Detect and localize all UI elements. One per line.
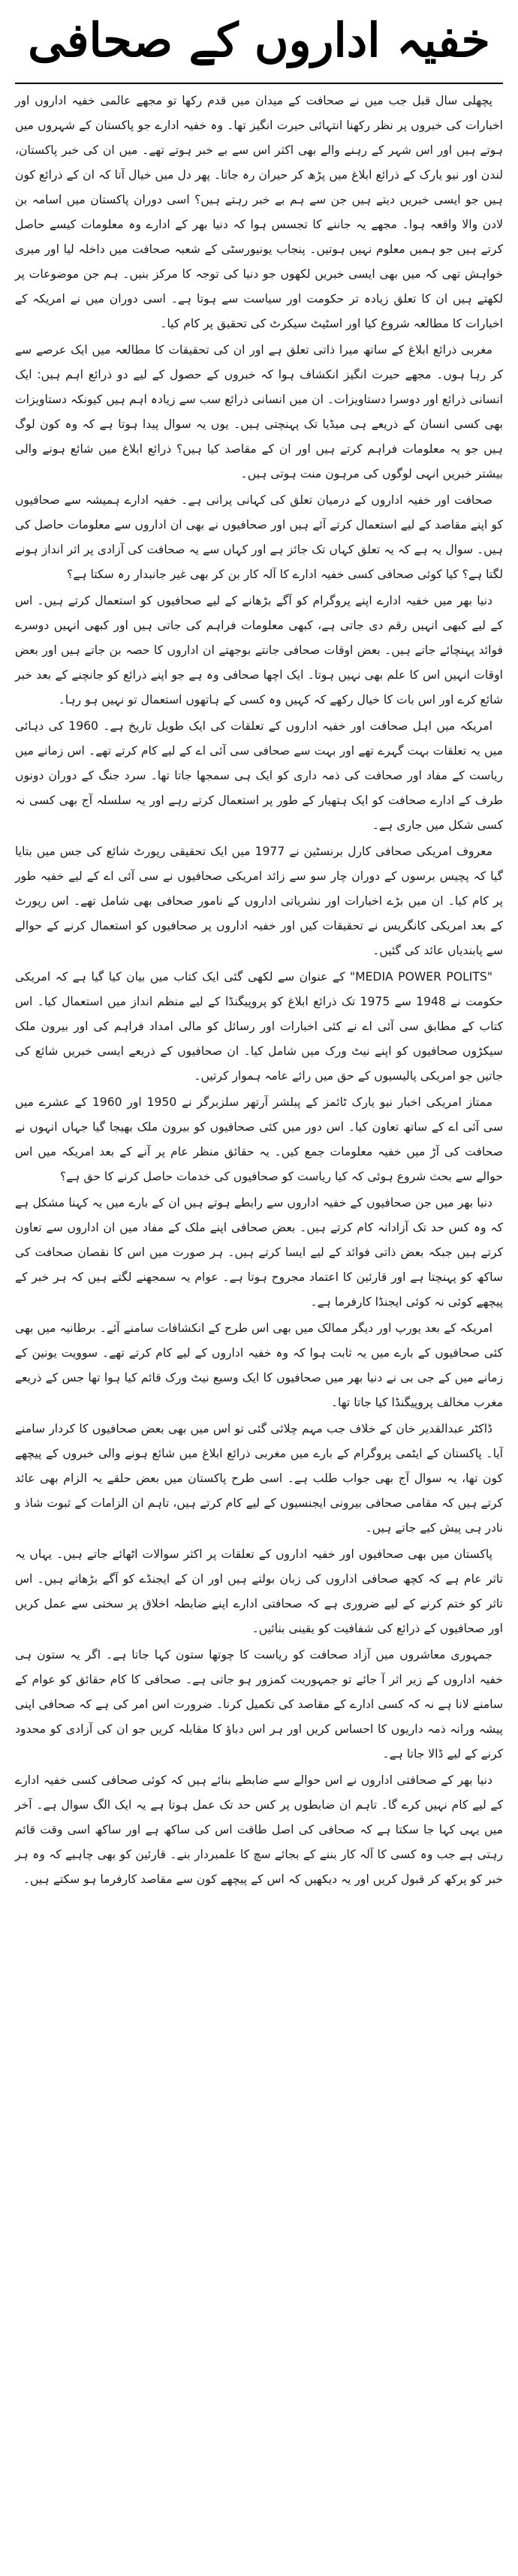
- article-paragraph: دنیا بھر میں جن صحافیوں کے خفیہ اداروں سے رابطے ہوتے ہیں ان کے بارے میں یہ کہنا مشکل ہے کہ وہ کس حد تک آزادانہ کام کرتے ہیں۔ بعض صحافی اپنے ملک کے مفاد میں ان اداروں سے تعاون کرتے ہیں جبکہ بعض ذاتی فوائد کے لیے ایسا کرتے ہیں۔ ہر صورت میں اس کا نقصان صحافت کی ساکھ کو پہنچتا ہے اور قارئین کا اعتماد مجروح ہوتا ہے۔ عوام یہ سمجھنے لگتے ہیں کہ ہر خبر کے پیچھے کوئی نہ کوئی ایجنڈا کارفرما ہے۔: [15, 1196, 503, 1309]
- article-paragraph: پچھلی سال قبل جب میں نے صحافت کے میدان میں قدم رکھا تو مجھے عالمی خفیہ اداروں اور اخبارات کی خبروں پر نظر رکھنا انتہائی حیرت انگیز تھا۔ وہ خفیہ ادارے جو پاکستان کے شہروں میں ہوتے ہیں اور اس شہر کے رہنے والے بھی اکثر اس سے بے خبر ہوتے تھے۔ میں ان کی خبر پاکستان، لندن اور نیو یارک کے ذرائع ابلاغ میں پڑھ کر حیران رہ جاتا۔ پھر دل میں خیال آتا کہ ان کے ذرائع کون ہیں جو ایسی خبریں دیتے ہیں جن سے ہم بے خبر رہتے ہیں؟ اسی دوران پاکستان میں اسامہ بن لادن والا واقعہ ہوا۔ مجھے یہ جاننے کا تجسس ہوا کہ دنیا بھر کے ادارے وہ معلومات کیسے حاصل کرتے ہیں جو ہمیں معلوم نہیں ہوتیں۔ پنجاب یونیورسٹی کے شعبہ صحافت میں داخلہ لیا اور میری خواہش تھی کہ میں بھی ایسی خبریں لکھوں جو دنیا کی توجہ کا مرکز بنیں۔ ہم جن موضوعات پر لکھتے ہیں ان کا تعلق زیادہ تر حکومت اور سیاست سے ہوتا ہے۔ اسی دوران میں نے امریکہ کے اخبارات کا مطالعہ شروع کیا اور اسٹیٹ سیکرٹ کی تحقیق پر کام کیا۔: [15, 94, 503, 330]
- article-paragraph: پاکستان میں بھی صحافیوں اور خفیہ اداروں کے تعلقات پر اکثر سوالات اٹھائے جاتے ہیں۔ یہاں یہ تاثر عام ہے کہ کچھ صحافی اداروں کی زبان بولتے ہیں اور ان کے ایجنڈے کو آگے بڑھاتے ہیں۔ اس تاثر کو ختم کرنے کے لیے ضروری ہے کہ صحافتی ادارے اپنے ضابطہ اخلاق پر سختی سے عمل کریں اور صحافیوں کے ذرائع کی شفافیت کو یقینی بنائیں۔: [15, 1547, 503, 1635]
- article-paragraph: ڈاکٹر عبدالقدیر خان کے خلاف جب مہم چلائی گئی تو اس میں بھی بعض صحافیوں کا کردار سامنے آیا۔ پاکستان کے ایٹمی پروگرام کے بارے میں مغربی ذرائع ابلاغ میں شائع ہونے والی خبروں کے پیچھے کون تھا، یہ سوال آج بھی جواب طلب ہے۔ اسی طرح پاکستان میں بعض حلقے یہ الزام بھی عائد کرتے ہیں کہ مقامی صحافی بیرونی ایجنسیوں کے لیے کام کرتے ہیں، تاہم ان الزامات کے ثبوت شاذ و نادر ہی پیش کیے جاتے ہیں۔: [15, 1422, 503, 1535]
- article-paragraph: امریکہ میں اہل صحافت اور خفیہ اداروں کے تعلقات کی ایک طویل تاریخ ہے۔ 1960 کی دہائی میں یہ تعلقات بہت گہرے تھے اور بہت سے صحافی سی آئی اے کے لیے کام کرتے تھے۔ اس زمانے میں ریاست کے مفاد اور صحافت کی ذمہ داری کو ایک ہی سمجھا جاتا تھا۔ سرد جنگ کے دوران دونوں طرف کے ادارے صحافت کو ایک ہتھیار کے طور پر استعمال کرتے رہے اور یہ سلسلہ آج بھی کسی نہ کسی شکل میں جاری ہے۔: [15, 719, 503, 832]
- article-paragraph: مغربی ذرائع ابلاغ کے ساتھ میرا ذاتی تعلق ہے اور ان کی تحقیقات کا مطالعہ میں ایک عرصے سے کر رہا ہوں۔ مجھے حیرت انگیز انکشاف ہوا کہ خبروں کے حصول کے لیے دو ذرائع اہم ہیں: ایک انسانی ذرائع اور دوسرا دستاویزات۔ ان میں انسانی ذرائع سب سے زیادہ اہم ہیں کیونکہ دستاویزات بھی کسی انسان کے ذریعے ہی میڈیا تک پہنچتی ہیں۔ یوں یہ سوال پیدا ہوتا ہے کہ وہ کون لوگ ہیں جو یہ معلومات فراہم کرتے ہیں اور ان کے مقاصد کیا ہیں؟ ذرائع ابلاغ میں شائع ہونے والی بیشتر خبریں انہی لوگوں کی مرہون منت ہوتی ہیں۔: [15, 343, 503, 481]
- headline-rule: [15, 83, 503, 84]
- article-paragraph: صحافت اور خفیہ اداروں کے درمیان تعلق کی کہانی پرانی ہے۔ خفیہ ادارے ہمیشہ سے صحافیوں کو اپنے مقاصد کے لیے استعمال کرتے آئے ہیں اور صحافیوں نے بھی ان اداروں سے معلومات حاصل کی ہیں۔ سوال یہ ہے کہ یہ تعلق کہاں تک جائز ہے اور کہاں سے یہ صحافت کی آزادی پر اثر انداز ہونے لگتا ہے؟ کیا کوئی صحافی کسی خفیہ ادارے کا آلہ کار بن کر بھی غیر جانبدار رہ سکتا ہے؟: [15, 493, 503, 581]
- article-paragraph: معروف امریکی صحافی کارل برنسٹین نے 1977 میں ایک تحقیقی رپورٹ شائع کی جس میں بتایا گیا کہ پچیس برسوں کے دوران چار سو سے زائد امریکی صحافیوں نے سی آئی اے کے لیے خفیہ طور پر کام کیا۔ ان میں بڑے اخبارات اور نشریاتی اداروں کے نامور صحافی بھی شامل تھے۔ اس رپورٹ کے بعد امریکی کانگریس نے تحقیقات کیں اور خفیہ اداروں پر صحافیوں کو استعمال کرنے کے حوالے سے پابندیاں عائد کی گئیں۔: [15, 845, 503, 957]
- article-paragraph: جمہوری معاشروں میں آزاد صحافت کو ریاست کا چوتھا ستون کہا جاتا ہے۔ اگر یہ ستون ہی خفیہ اداروں کے زیر اثر آ جائے تو جمہوریت کمزور ہو جاتی ہے۔ صحافی کا کام حقائق کو عوام کے سامنے لانا ہے نہ کہ کسی ادارے کے مقاصد کی تکمیل کرنا۔ ضرورت اس امر کی ہے کہ صحافی اپنی پیشہ ورانہ ذمہ داریوں کا احساس کریں اور ہر اس دباؤ کا مقابلہ کریں جو ان کی آزادی کو محدود کرنے کے لیے ڈالا جاتا ہے۔: [15, 1648, 503, 1761]
- article: [15, 0, 503, 1894]
- article-headline: خفیہ اداروں کے صحافی: [28, 13, 490, 68]
- article-paragraph: دنیا بھر میں خفیہ ادارے اپنے پروگرام کو آگے بڑھانے کے لیے صحافیوں کو استعمال کرتے ہیں۔ اس کے لیے کبھی انہیں رقم دی جاتی ہے، کبھی معلومات فراہم کی جاتی ہیں اور کبھی انہیں دوسرے فوائد پہنچائے جاتے ہیں۔ بعض اوقات صحافی جانتے بوجھتے ان اداروں کا حصہ بن جاتے ہیں اور بعض اوقات انہیں اس کا علم بھی نہیں ہوتا۔ ایک اچھا صحافی وہ ہے جو اپنے ذرائع کو جانچنے کے بعد خبر شائع کرے اور اس بات کا خیال رکھے کہ کہیں وہ کسی کے ہاتھوں استعمال تو نہیں ہو رہا۔: [15, 594, 503, 707]
- article-body: [15, 89, 503, 1892]
- article-paragraph: امریکہ کے بعد یورپ اور دیگر ممالک میں بھی اس طرح کے انکشافات سامنے آئے۔ برطانیہ میں بھی کئی صحافیوں کے بارے میں یہ ثابت ہوا کہ وہ خفیہ اداروں کے لیے کام کرتے تھے۔ سوویت یونین کے زمانے میں کے جی بی نے دنیا بھر میں صحافیوں کا ایک وسیع نیٹ ورک قائم کیا ہوا تھا جس کے ذریعے مغرب مخالف پروپیگنڈا کیا جاتا تھا۔: [15, 1321, 503, 1409]
- article-paragraph: دنیا بھر کے صحافتی اداروں نے اس حوالے سے ضابطے بنائے ہیں کہ کوئی صحافی کسی خفیہ ادارے کے لیے کام نہیں کرے گا۔ تاہم ان ضابطوں پر کس حد تک عمل ہوتا ہے یہ ایک الگ سوال ہے۔ آخر میں یہی کہا جا سکتا ہے کہ صحافی کی اصل طاقت اس کی ساکھ ہے اور ساکھ اسی وقت قائم رہتی ہے جب وہ کسی کا آلہ کار بننے کے بجائے سچ کا علمبردار بنے۔ قارئین کو بھی چاہیے کہ وہ ہر خبر کو پرکھ کر قبول کریں اور یہ دیکھیں کہ اس کے پیچھے کون سے مقاصد کارفرما ہو سکتے ہیں۔: [15, 1773, 503, 1886]
- article-paragraph: "MEDIA POWER POLITS" کے عنوان سے لکھی گئی ایک کتاب میں بیان کیا گیا ہے کہ امریکی حکومت نے 1948 سے 1975 تک ذرائع ابلاغ کو پروپیگنڈا کے لیے منظم انداز میں استعمال کیا۔ اس کتاب کے مطابق سی آئی اے نے کئی اخبارات اور رسائل کو مالی امداد فراہم کی اور بیرون ملک سیکڑوں صحافیوں کو اپنے نیٹ ورک میں شامل کیا۔ ان صحافیوں کے ذریعے ایسی خبریں شائع کی جاتیں جو امریکی پالیسیوں کے حق میں رائے عامہ ہموار کرتیں۔: [15, 970, 503, 1083]
- article-paragraph: ممتاز امریکی اخبار نیو یارک ٹائمز کے پبلشر آرتھر سلزبرگر نے 1950 اور 1960 کے عشرے میں سی آئی اے کے ساتھ تعاون کیا۔ اس دور میں کئی صحافیوں کو بیرون ملک بھیجا گیا جہاں انہوں نے صحافت کی آڑ میں خفیہ معلومات جمع کیں۔ یہ حقائق منظر عام پر آنے کے بعد امریکہ میں اس حوالے سے بحث شروع ہوئی کہ کیا ریاست کو صحافیوں کی خدمات حاصل کرنے کا حق ہے؟: [15, 1095, 503, 1183]
